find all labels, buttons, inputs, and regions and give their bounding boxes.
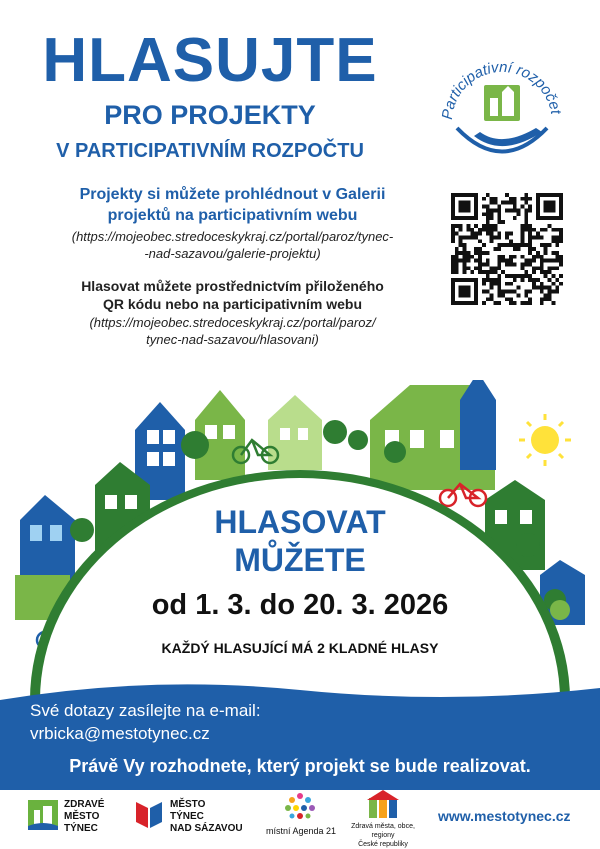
agenda21-logo-icon bbox=[280, 790, 320, 822]
logo-zdrava-mesta-text: Zdravá města, obce, regiony České republiky bbox=[351, 823, 415, 848]
logo-agenda21-text: místní Agenda 21 bbox=[266, 826, 337, 836]
zdrava-mesta-logo-icon bbox=[365, 790, 401, 820]
page-title: HLASUJTE bbox=[42, 26, 378, 95]
page-subtitle: PRO PROJEKTY bbox=[104, 100, 316, 130]
vote-info-line1: Hlasovat můžete prostřednictvím přiloženého bbox=[81, 278, 384, 294]
vote-note: KAŽDÝ HLASUJÍCÍ MÁ 2 KLADNÉ HLASY bbox=[161, 640, 439, 656]
gallery-info-line2: projektů na participativním webu bbox=[107, 207, 358, 224]
slogan: Právě Vy rozhodnete, který projekt se bude realizovat. bbox=[69, 756, 531, 776]
website-link[interactable]: www.mestotynec.cz bbox=[438, 808, 571, 824]
mesto-tynec-logo-icon bbox=[134, 800, 164, 830]
contact-email[interactable]: vrbicka@mestotynec.cz bbox=[30, 724, 210, 743]
vote-dates: od 1. 3. do 20. 3. 2026 bbox=[151, 589, 449, 621]
vote-url-line1[interactable]: (https://mojeobec.stredoceskykraj.cz/portal/paroz/ bbox=[89, 315, 376, 330]
vote-title bbox=[150, 503, 450, 579]
house-dark-blue bbox=[460, 380, 496, 470]
gallery-url-line2[interactable]: -nad-sazavou/galerie-projektu) bbox=[144, 246, 321, 261]
vote-title-line1: HLASOVAT bbox=[214, 504, 386, 540]
page-subtitle-2: V PARTICIPATIVNÍM ROZPOČTU bbox=[56, 140, 364, 162]
contact-label: Své dotazy zasílejte na e-mail: bbox=[30, 701, 261, 720]
vote-info-line2: QR kódu nebo na participativním webu bbox=[102, 296, 363, 312]
logo-zdrave-mesto-text: ZDRAVÉ MĚSTO TÝNEC bbox=[64, 799, 105, 834]
gallery-info-line1: Projekty si můžete prohlédnout v Galerii bbox=[79, 186, 386, 203]
zdrave-mesto-logo-icon bbox=[28, 800, 58, 830]
gallery-url-line1[interactable]: (https://mojeobec.stredoceskykraj.cz/portal/paroz/tynec- bbox=[71, 229, 394, 244]
vote-url-line2[interactable]: tynec-nad-sazavou/hlasovani) bbox=[146, 332, 319, 347]
logo-mesto-tynec-text: MĚSTO TÝNEC NAD SÁZAVOU bbox=[170, 799, 243, 834]
qr-code[interactable] bbox=[451, 193, 563, 305]
sun-icon bbox=[519, 414, 571, 466]
vote-title-line2: MŮŽETE bbox=[234, 542, 366, 578]
participativni-rozpocet-logo bbox=[432, 50, 572, 170]
logo-arc-text: Participativní rozpočet bbox=[438, 58, 565, 121]
